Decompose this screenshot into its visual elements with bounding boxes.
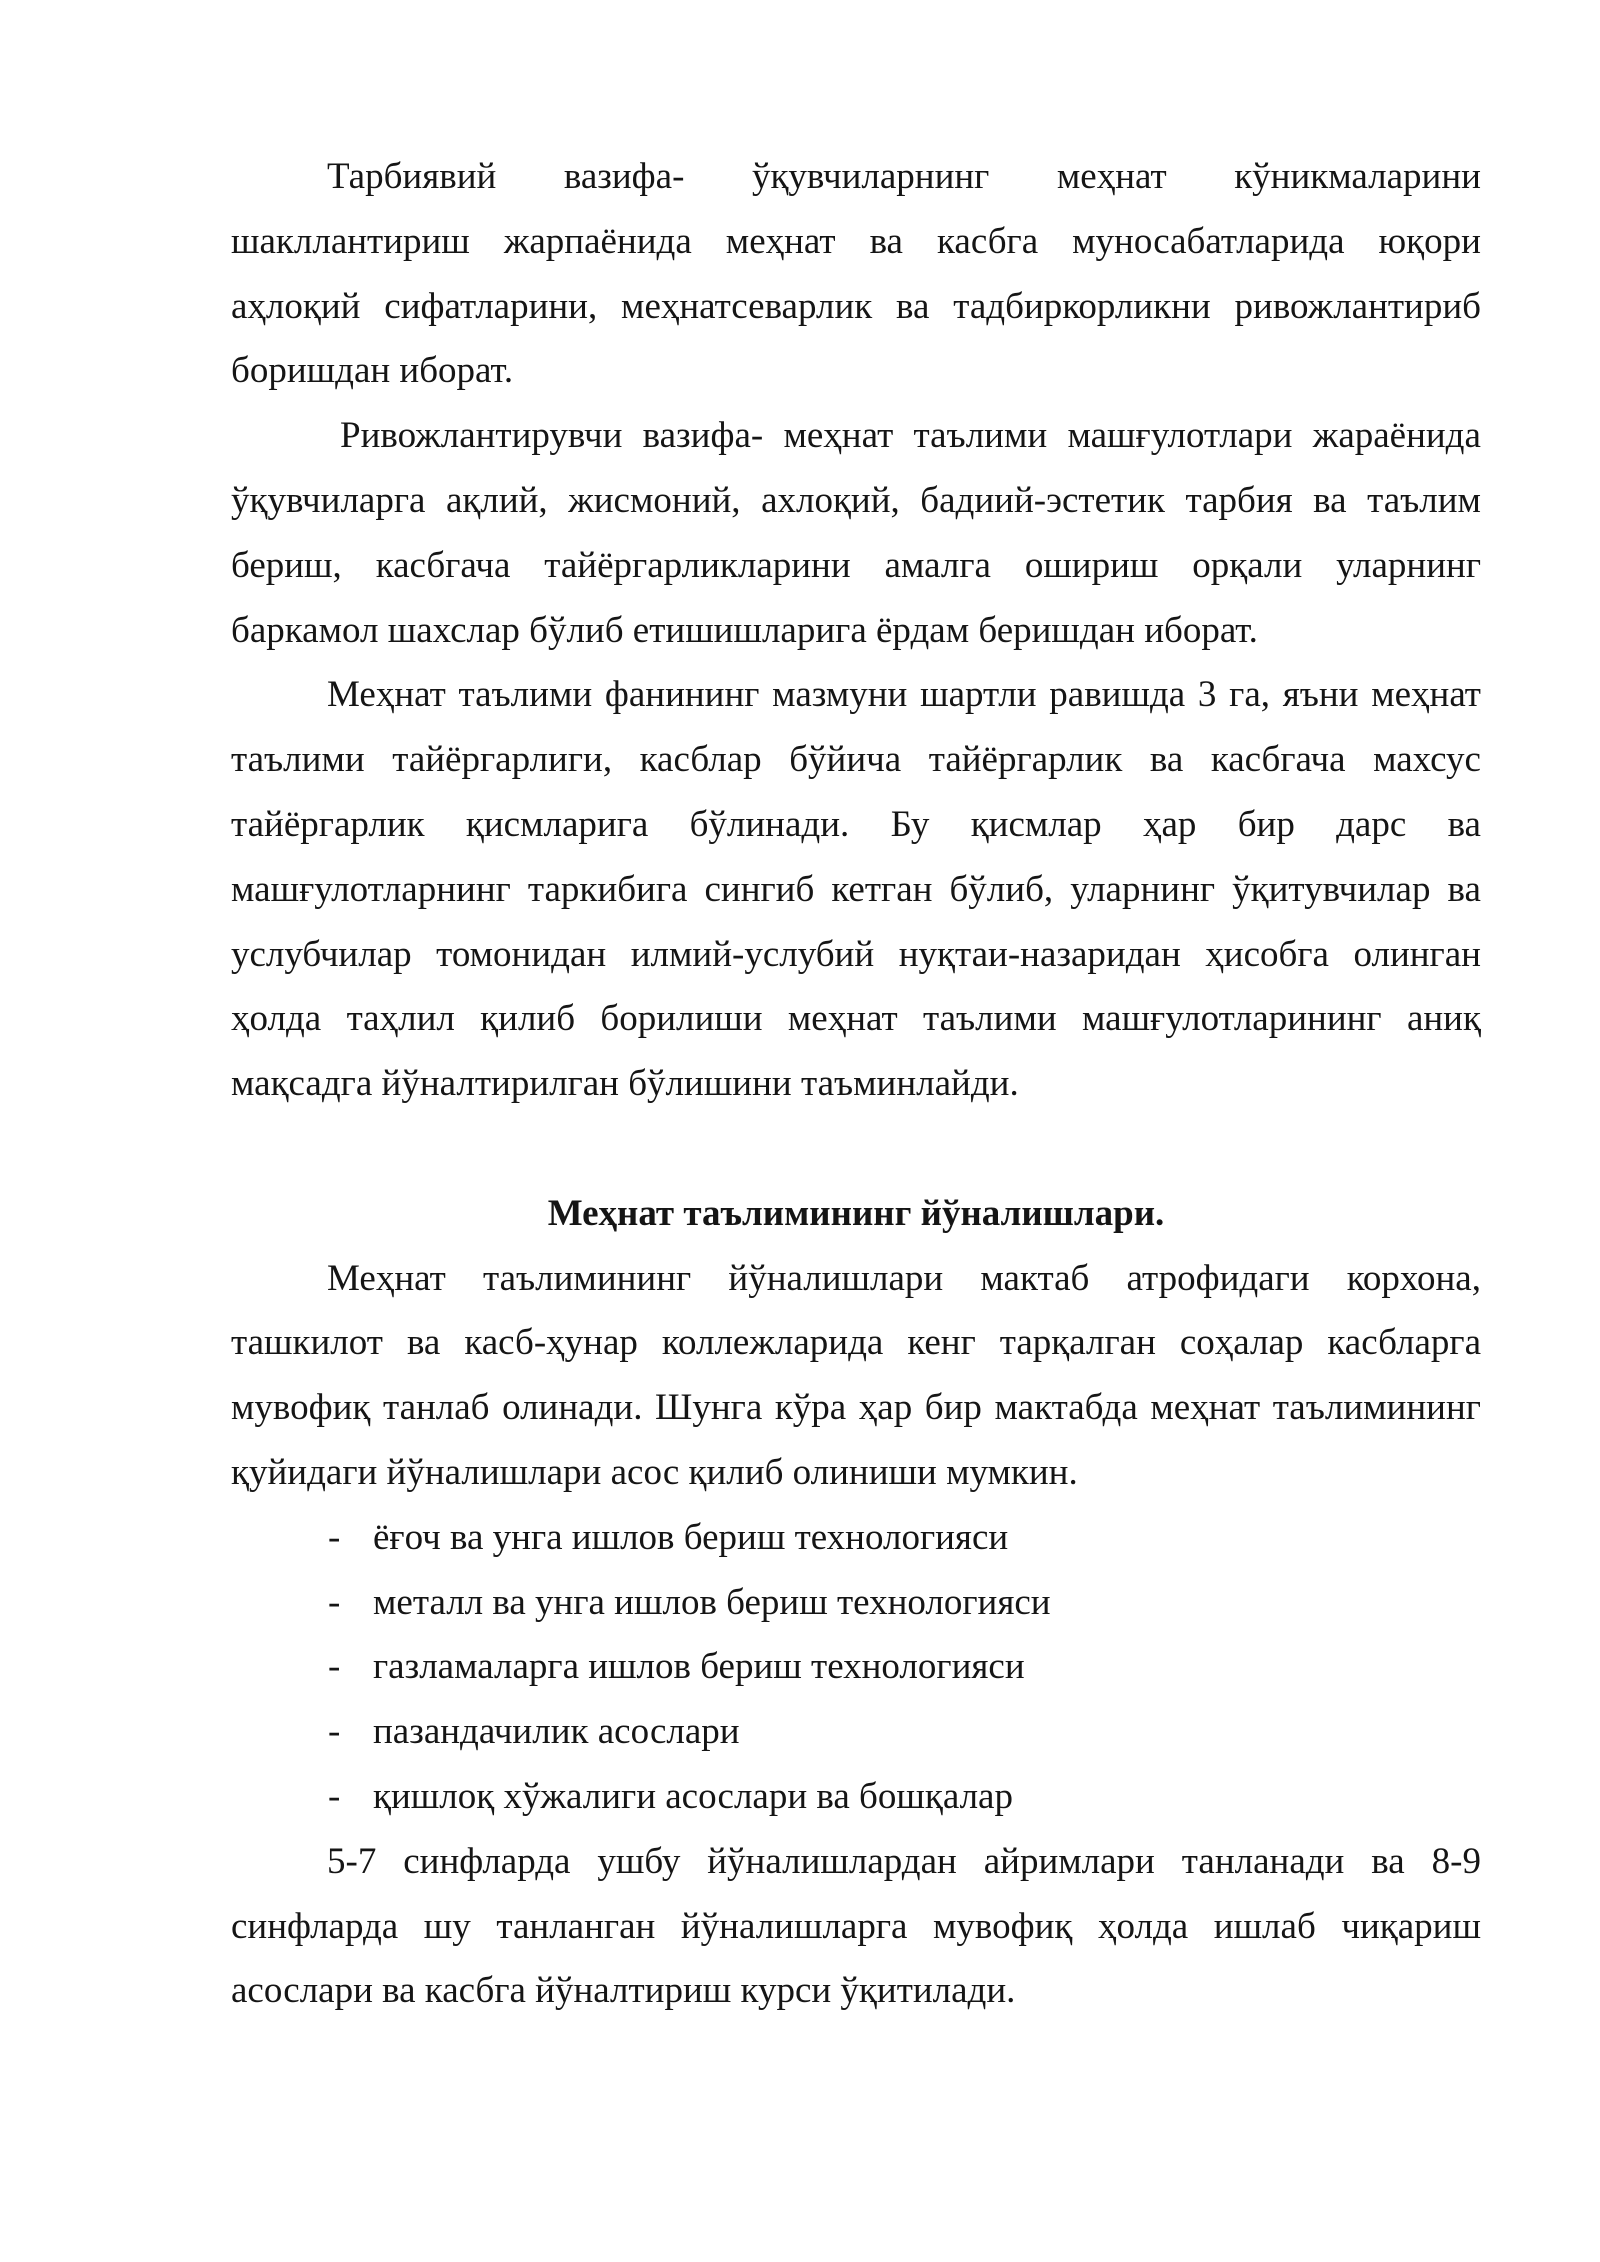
list-item-text: металл ва унга ишлов бериш технологияси [373, 1581, 1051, 1623]
word: ва [869, 220, 903, 262]
word: ўқитувчилар [1232, 868, 1431, 910]
word: Шунга [655, 1387, 763, 1429]
word: касбга [936, 220, 1039, 262]
word: Ривожлантирувчи [340, 415, 623, 457]
word: яъни [1282, 674, 1359, 716]
list-bullet: - [328, 1775, 341, 1817]
word: шакллантириш [231, 220, 470, 262]
word: га, [1229, 674, 1270, 716]
word: ошириш [1024, 544, 1159, 586]
word: айримлари [983, 1840, 1155, 1882]
word: таълими [231, 739, 365, 781]
word: бўйича [789, 739, 902, 781]
paragraph-line [231, 469, 1481, 534]
word: жисмоний, [568, 479, 741, 521]
word: йўналишлари [728, 1257, 944, 1299]
paragraph-developmental-task [231, 404, 1481, 663]
word: 8-9 [1431, 1840, 1481, 1882]
word: орқали [1192, 544, 1303, 586]
word: кетган [831, 868, 933, 910]
list-bullet: - [328, 1711, 341, 1753]
list-item [231, 1765, 1481, 1830]
word: дарс [1336, 803, 1407, 845]
word: ушбу [597, 1840, 681, 1882]
word: ҳолда [231, 998, 322, 1040]
word: фанининг [604, 674, 760, 716]
word: ҳар [858, 1387, 913, 1429]
list-item [231, 1635, 1481, 1700]
paragraph-line [231, 210, 1481, 275]
word: кўникмаларини [1234, 156, 1481, 197]
word: қисмлар [970, 803, 1102, 845]
word: Меҳнат [327, 1257, 446, 1299]
word: кўра [774, 1387, 847, 1429]
word: касбларга [1327, 1322, 1481, 1364]
word: корхона, [1346, 1257, 1481, 1299]
word: равишда [1049, 674, 1186, 716]
word: мазмуни [772, 674, 908, 716]
word: Тарбиявий [327, 156, 497, 197]
word: йўналишларга [680, 1905, 908, 1947]
word: томонидан [436, 933, 607, 975]
word: касб-ҳунар [464, 1322, 638, 1364]
word: йўналишлардан [707, 1840, 957, 1882]
section-heading: Меҳнат таълимининг йўналишлари. [547, 1192, 1165, 1234]
word: тарбия [1185, 479, 1293, 521]
word: тадбиркорликни [953, 285, 1211, 327]
word: 5-7 [327, 1840, 377, 1882]
word: борилиши [600, 998, 763, 1040]
word: таълимининг [482, 1257, 692, 1299]
word: бўлиб, [949, 868, 1054, 910]
word: ўқувчиларнинг [751, 156, 990, 197]
list-item-text: газламаларга ишлов бериш технологияси [373, 1646, 1025, 1688]
word: тайёргарликларини [544, 544, 851, 586]
word: ахлоқий, [761, 479, 900, 521]
word: мактаб [980, 1257, 1090, 1299]
word: танлаб [382, 1387, 490, 1429]
word: атрофидаги [1126, 1257, 1310, 1299]
paragraph-line [231, 728, 1481, 793]
word: ва [1447, 803, 1481, 845]
list-item-text: қишлоқ хўжалиги асослари ва бошқалар [373, 1775, 1013, 1817]
word: ва [1447, 868, 1481, 910]
word: ўқувчиларга [231, 479, 426, 521]
word: синфларда [403, 1840, 571, 1882]
word: олинади. [502, 1387, 643, 1429]
paragraph-line: асослари ва касбга йўналтириш курси ўқитилади. [231, 1970, 1016, 2012]
word: бир [1237, 803, 1295, 845]
word: ва [1149, 739, 1184, 781]
word: аҳлоқий [231, 285, 361, 327]
word: муносабатларида [1072, 220, 1345, 262]
word: нуқтаи-назаридан [898, 933, 1181, 975]
paragraph-content-parts [231, 663, 1481, 1117]
word: таълими [913, 415, 1048, 457]
paragraph-line [231, 987, 1481, 1052]
word: машғулотларнинг [231, 868, 511, 910]
paragraph-directions-intro [231, 1247, 1481, 1506]
paragraph-line [327, 1830, 1481, 1895]
list-bullet: - [328, 1581, 341, 1623]
word: ҳолда [1097, 1905, 1189, 1947]
word: вазифа- [563, 156, 685, 197]
word: тарқалган [999, 1322, 1156, 1364]
paragraph-line: баркамол шахслар бўлиб етишишларига ёрдам беришдан иборат. [231, 609, 1258, 651]
word: ривожлантириб [1234, 285, 1481, 327]
word: таълим [1367, 479, 1481, 521]
word: меҳнат [1056, 156, 1167, 197]
word: касбгача [375, 544, 511, 586]
list-bullet: - [328, 1646, 341, 1688]
word: ақлий, [445, 479, 548, 521]
paragraph-line [231, 1895, 1481, 1960]
paragraph-line [327, 1247, 1481, 1312]
word: меҳнат [787, 998, 898, 1040]
paragraph-educational-task [231, 145, 1481, 404]
word: шу [423, 1905, 471, 1947]
word: синфларда [231, 1905, 399, 1947]
paragraph-line [231, 793, 1481, 858]
word: чиқариш [1341, 1905, 1481, 1947]
word: ташкилот [231, 1322, 383, 1364]
word: ва [1313, 479, 1347, 521]
paragraph-line: боришдан иборат. [231, 350, 514, 392]
word: вазифа- [642, 415, 764, 457]
list-bullet: - [328, 1516, 341, 1558]
word: таҳлил [346, 998, 455, 1040]
word: Бу [890, 803, 930, 845]
word: кенг [907, 1322, 976, 1364]
word: танланган [496, 1905, 656, 1947]
paragraph-line [340, 404, 1481, 469]
word: машғулотларининг [1081, 998, 1382, 1040]
paragraph-line [327, 145, 1481, 210]
word: шартли [920, 674, 1037, 716]
word: ва [1371, 1840, 1405, 1882]
paragraph-line: мақсадга йўналтирилган бўлишини таъминлайди. [231, 1063, 1019, 1105]
word: коллежларида [661, 1322, 884, 1364]
word: мувофиқ [933, 1905, 1073, 1947]
word: ва [896, 285, 930, 327]
paragraph-line [327, 663, 1481, 728]
word: юқори [1378, 220, 1481, 262]
word: мувофиқ [231, 1387, 371, 1429]
paragraph-line [231, 858, 1481, 923]
word: услубчилар [231, 933, 412, 975]
word: қилиб [480, 998, 576, 1040]
paragraph-line: қуйидаги йўналишлари асос қилиб олиниши мумкин. [231, 1451, 1078, 1493]
list-item [231, 1506, 1481, 1571]
word: мактабда [994, 1387, 1138, 1429]
word: жарпаёнида [503, 220, 692, 262]
paragraph-line [231, 275, 1481, 340]
paragraph-line [231, 534, 1481, 599]
word: меҳнат [783, 415, 894, 457]
word: Меҳнат [327, 674, 446, 716]
word: махсус [1373, 739, 1481, 781]
word: жараёнида [1312, 415, 1481, 457]
paragraph-line [231, 923, 1481, 988]
word: бир [924, 1387, 982, 1429]
word: ишлаб [1213, 1905, 1316, 1947]
word: машғулотлари [1067, 415, 1293, 457]
list-item-text: пазандачилик асослари [373, 1711, 740, 1753]
word: амалга [884, 544, 991, 586]
word: олинган [1353, 933, 1481, 975]
word: сингиб [704, 868, 815, 910]
word: бўлинади. [689, 803, 850, 845]
word: меҳнат [725, 220, 836, 262]
word: меҳнатсеварлик [621, 285, 873, 327]
word: 3 [1197, 674, 1217, 716]
word: таркибига [527, 868, 688, 910]
word: сифатларини, [384, 285, 598, 327]
word: касбгача [1210, 739, 1346, 781]
word: таълимининг [1272, 1387, 1481, 1429]
directions-list [231, 1506, 1481, 1830]
word: илмий-услубий [630, 933, 875, 975]
paragraph-line [231, 1311, 1481, 1376]
word: тайёргарлик [928, 739, 1123, 781]
word: танланади [1181, 1840, 1345, 1882]
list-item [231, 1700, 1481, 1765]
word: қисмларига [465, 803, 649, 845]
blank-line [231, 1117, 1481, 1182]
word: тайёргарлик [231, 803, 425, 845]
word: касблар [639, 739, 762, 781]
word: ҳар [1142, 803, 1197, 845]
document-body [231, 145, 1481, 2024]
word: бериш, [231, 544, 342, 586]
word: аниқ [1406, 998, 1481, 1040]
word: тайёргарлиги, [392, 739, 613, 781]
word: таълими [923, 998, 1057, 1040]
word: соҳалар [1179, 1322, 1304, 1364]
paragraph-line [231, 1376, 1481, 1441]
list-item [231, 1571, 1481, 1636]
word: бадиий-эстетик [920, 479, 1165, 521]
word: меҳнат [1150, 1387, 1261, 1429]
word: меҳнат [1371, 674, 1481, 716]
word: таълими [458, 674, 593, 716]
word: ва [406, 1322, 441, 1364]
list-item-text: ёғоч ва унга ишлов бериш технологияси [373, 1516, 1009, 1558]
word: уларнинг [1336, 544, 1481, 586]
word: уларнинг [1070, 868, 1216, 910]
word: ҳисобга [1205, 933, 1329, 975]
paragraph-closing [231, 1830, 1481, 2024]
